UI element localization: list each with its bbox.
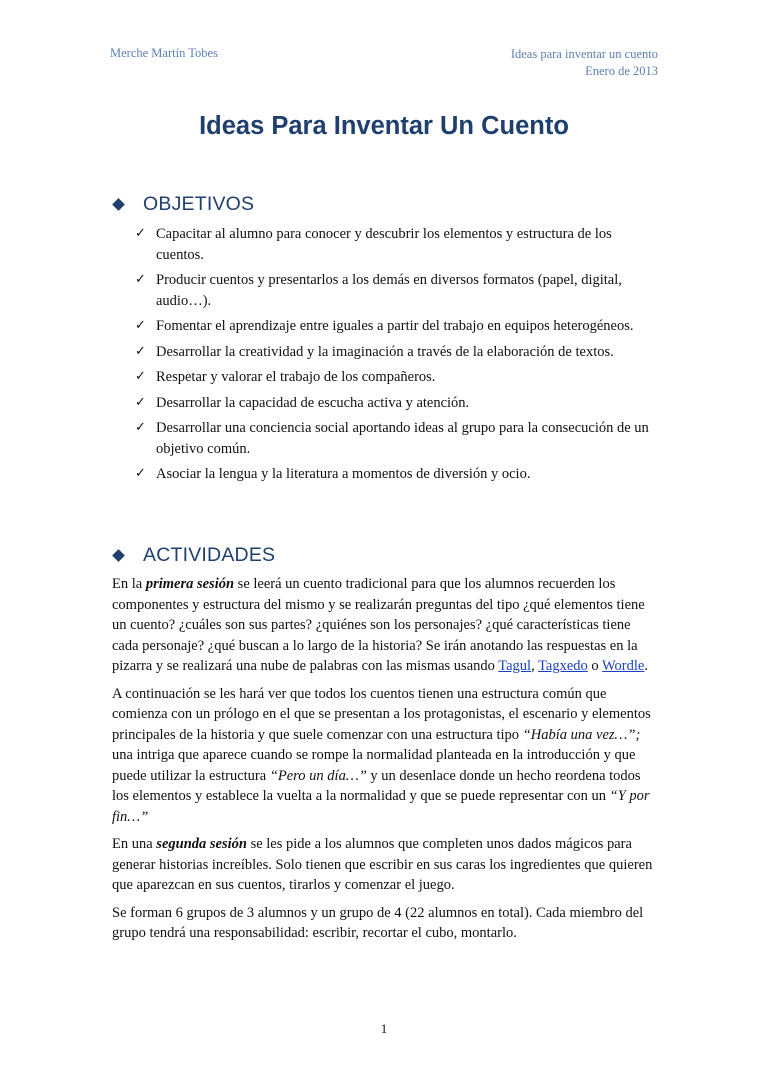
diamond-bullet-icon [112,198,125,211]
section-actividades-heading [112,544,275,567]
link-tagul[interactable]: Tagul [498,658,532,674]
text-run: se leerá un cuento tradicional para que los alumnos recuerden los componentes y estructura del mismo y se realizarán preguntas del tipo ¿qué elementos tiene un cuento? ¿cuáles son sus partes? ¿quiénes son los personajes? ¿qué características tiene cada personaje? ¿qué buscan a lo largo de la historia? Se irán anotando las respuestas en la pizarra y se realizará una nube de palabras con las mismas usando [112,576,645,674]
objetivos-list [135,224,655,490]
paragraph-estructura [112,684,657,828]
checkmark-icon: ✓ [135,466,146,481]
list-item [135,393,655,414]
checkmark-icon: ✓ [135,369,146,384]
section-label: OBJETIVOS [143,193,255,215]
text-run: . [644,658,648,674]
text-run: A continuación se les hará ver que todos los cuentos tienen una estructura común que comienza con un prólogo en el que se presentan a los protagonistas, el escenario y elementos principales de la historia y que suele comenzar con una estructura tipo [112,685,651,743]
checkmark-icon: ✓ [135,272,146,287]
text-run: y un desenlace donde un hecho reordena todos los elementos y establece la vuelta a la normalidad y que se puede representar con un [112,767,641,804]
list-item-text: Desarrollar la creatividad y la imaginación a través de la elaboración de textos. [156,343,614,360]
list-item-text: Fomentar el aprendizaje entre iguales a partir del trabajo en equipos heterogéneos. [156,318,634,334]
paragraph-grupos: Se forman 6 grupos de 3 alumnos y un grupo de 4 (22 alumnos en total). Cada miembro del grupo tendrá una responsabilidad: escribir, recortar el cubo, montarlo. [112,904,644,941]
text-run: o [587,658,603,674]
header-right [511,46,658,80]
list-item [135,342,655,363]
quote-habia-una-vez: “Había una vez…”; [522,726,641,743]
quote-y-por-fin: “Y por fin…” [112,788,650,825]
header-doc-title: Ideas para inventar un cuento [510,47,658,61]
section-objetivos-heading [112,193,254,216]
page-number: 1 [380,1021,388,1036]
page-title: Ideas Para Inventar Un Cuento [199,112,569,140]
checkmark-icon: ✓ [135,394,146,410]
list-item [135,270,655,311]
text-run: una intriga que aparece cuando se rompe la normalidad planteada en la introducción y que puede utilizar la estructura [112,747,636,784]
checkmark-icon: ✓ [135,420,146,435]
list-item-text: Desarrollar una conciencia social aportando ideas al grupo para la consecución de un objetivo común. [156,420,649,457]
link-wordle[interactable]: Wordle [602,658,645,674]
emphasis-segunda-sesion: segunda sesión [156,836,247,852]
actividades-body [112,574,657,951]
text-run: se les pide a los alumnos que completen unos dados mágicos para generar historias increíbles. Solo tienen que escribir en sus caras los ingredientes que quieren que aparezcan en sus cuentos, tirarlos y comenzar el juego. [112,836,653,893]
paragraph-primera-sesion [112,574,657,677]
paragraph-segunda-sesion [112,834,657,896]
text-run: , [531,658,539,674]
list-item-text: Capacitar al alumno para conocer y descubrir los elementos y estructura de los cuentos. [156,226,612,263]
text-run: En la [112,576,146,592]
list-item [135,316,655,337]
checkmark-icon: ✓ [135,343,146,359]
checkmark-icon: ✓ [135,318,146,333]
list-item [135,224,655,265]
emphasis-primera-sesion: primera sesión [145,576,235,592]
quote-pero-un-dia: “Pero un día…” [269,767,367,784]
list-item [135,367,655,388]
diamond-bullet-icon [112,549,125,562]
section-label: ACTIVIDADES [143,544,276,566]
list-item-text: Respetar y valorar el trabajo de los compañeros. [156,369,436,385]
list-item [135,464,655,485]
header-author: Merche Martín Tobes [110,46,218,60]
checkmark-icon: ✓ [135,226,146,241]
text-run: En una [112,836,157,852]
list-item [135,418,655,459]
list-item-text: Producir cuentos y presentarlos a los demás en diversos formatos (papel, digital, audio…). [156,272,622,309]
header-date: Enero de 2013 [585,64,658,78]
link-tagxedo[interactable]: Tagxedo [538,658,588,674]
list-item-text: Desarrollar la capacidad de escucha activa y atención. [156,394,470,411]
list-item-text: Asociar la lengua y la literatura a momentos de diversión y ocio. [156,466,531,482]
